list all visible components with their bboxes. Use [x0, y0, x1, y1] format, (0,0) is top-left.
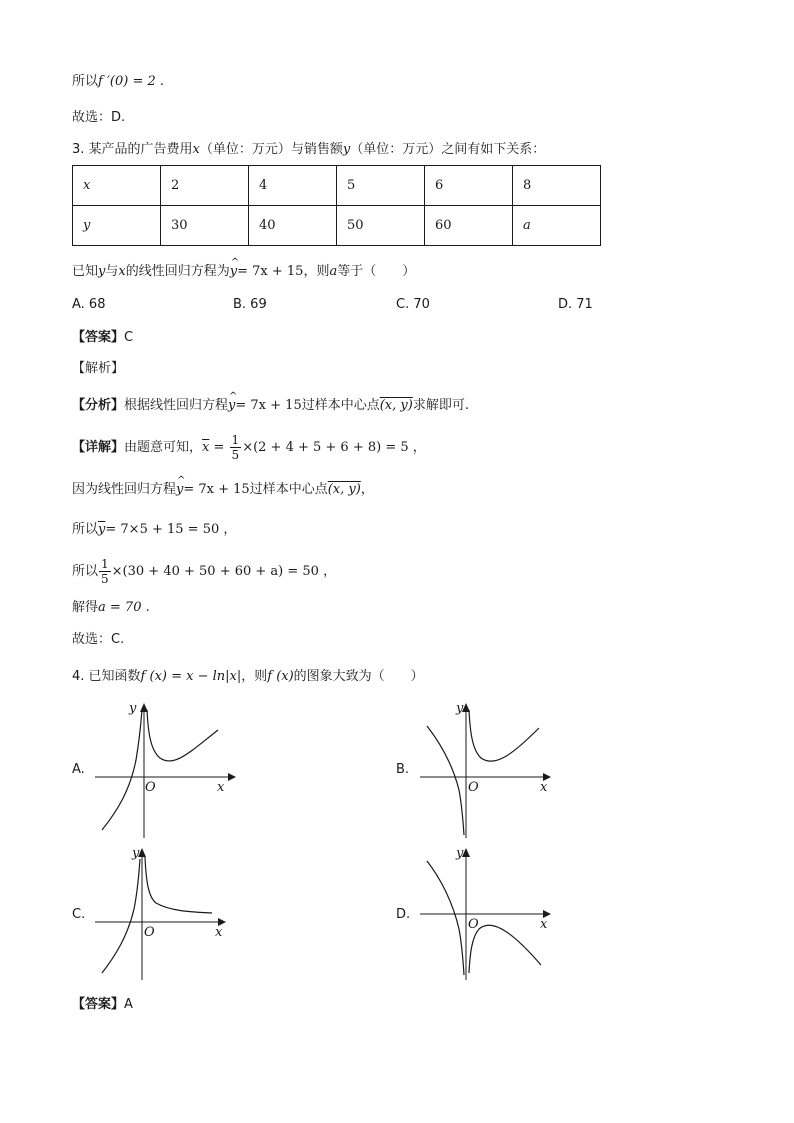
- q3-stem-text-3: （单位：万元）之间有如下关系：: [350, 142, 546, 157]
- fraction-denominator: 5: [231, 448, 240, 462]
- prev-conclusion-expr: f ′(0) = 2 .: [98, 74, 165, 89]
- answer-value: A: [124, 997, 133, 1012]
- q3-stem-var-x: x: [192, 142, 200, 157]
- y-hat-symbol: ^ y: [228, 396, 235, 416]
- step2-end: ，: [360, 482, 374, 497]
- step2-equation: = 7x + 15: [183, 482, 250, 497]
- table-row-x: [73, 166, 601, 206]
- x-axis-label: x: [540, 917, 548, 932]
- curve-right-branch: [469, 925, 541, 973]
- q3-step-2: [72, 480, 374, 500]
- table-cell: 2: [161, 166, 249, 206]
- q4-stem-function: f (x) = x − ln|x|: [140, 669, 242, 684]
- x-bar-symbol: $\overline{x}$: [202, 440, 210, 455]
- table-cell: 8: [513, 166, 601, 206]
- step2-text-2: 过样本中心点: [249, 482, 328, 497]
- q4-graph-d[interactable]: [415, 845, 565, 985]
- table-cell: a: [513, 206, 601, 246]
- fraction-denominator: 5: [101, 572, 109, 586]
- origin-label: O: [468, 780, 479, 795]
- q3-step-4: [72, 556, 336, 588]
- table-cell: 40: [249, 206, 337, 246]
- fraction-numerator: 1: [231, 433, 240, 447]
- detail-tag: 【详解】: [72, 440, 125, 455]
- table-cell: 6: [425, 166, 513, 206]
- step2-center-point: (x, y): [327, 482, 361, 497]
- q3-step-5: [72, 598, 150, 618]
- table-cell: 50: [337, 206, 425, 246]
- fenxi-text-1: 根据线性回归方程: [124, 398, 229, 413]
- fenxi-tag: 【分析】: [72, 398, 125, 413]
- prev-conclusion: [72, 72, 164, 92]
- step4-prefix: 所以: [72, 564, 99, 579]
- answer-tag: 【答案】: [72, 997, 125, 1012]
- fenxi-center-point: (x, y): [379, 398, 413, 413]
- curve-left-branch: [427, 726, 464, 835]
- fraction-one-fifth: [230, 433, 242, 462]
- q3-cond-var-a: a: [329, 264, 338, 279]
- q3-option-d[interactable]: D. 71: [558, 297, 593, 312]
- x-axis-label: x: [540, 780, 548, 795]
- fenxi-text-3: 求解即可.: [412, 398, 469, 413]
- q4-option-b-label[interactable]: B.: [396, 762, 410, 777]
- q4-graph-b[interactable]: [415, 700, 565, 840]
- q3-cond-text-4: ，则: [303, 264, 330, 279]
- q3-detail: 【详解】由题意可知，$\overline{x}$ = $\frac{1}{5}$ ×(2 + 4 + 5 + 6 + 8) = 5 ，: [72, 433, 426, 462]
- answer-tag: 【答案】: [72, 330, 125, 345]
- fenxi-equation: = 7x + 15: [235, 398, 302, 413]
- q4-stem: [72, 667, 424, 687]
- y-axis-label: y: [456, 846, 464, 861]
- curve-right-branch: [147, 710, 218, 761]
- q3-data-table: [72, 165, 601, 246]
- q4-stem-text-3: 的图象大致为（ ）: [293, 669, 424, 684]
- q3-cond-text-1: 已知: [72, 264, 99, 279]
- q3-stem-text-2: （单位：万元）与销售额: [199, 142, 343, 157]
- q3-answer: [72, 328, 133, 348]
- q3-fenxi: [72, 396, 469, 416]
- step5-expression: a = 70 .: [98, 600, 150, 615]
- q3-stem: [72, 140, 545, 160]
- q3-analysis-tag: 【解析】: [72, 361, 125, 376]
- q3-step-3: [72, 520, 236, 540]
- q4-stem-text-1: 4. 已知函数: [72, 669, 141, 684]
- x-axis-arrow-icon: [228, 773, 236, 781]
- table-cell: 30: [161, 206, 249, 246]
- step3-expression: = 7×5 + 15 = 50 ，: [105, 522, 237, 537]
- table-cell: 4: [249, 166, 337, 206]
- fraction-numerator: 1: [101, 557, 109, 571]
- step2-text-1: 因为线性回归方程: [72, 482, 177, 497]
- table-cell: 5: [337, 166, 425, 206]
- q3-cond-var-y: y: [98, 264, 106, 279]
- table-cell: 60: [425, 206, 513, 246]
- q3-stem-var-y: y: [342, 142, 351, 157]
- q4-stem-text-2: ，则: [241, 669, 268, 684]
- q3-cond-equation: = 7x + 15: [237, 264, 304, 279]
- q4-graph-c[interactable]: [90, 845, 240, 985]
- q3-condition: [72, 262, 415, 282]
- origin-label: O: [144, 925, 155, 940]
- curve-right-branch: [469, 710, 539, 761]
- table-cell: x: [73, 166, 161, 206]
- step4-expression: ×(30 + 40 + 50 + 60 + a) = 50 ，: [111, 564, 337, 579]
- q4-option-a-label[interactable]: A.: [72, 762, 85, 777]
- fraction-one-fifth: [99, 557, 111, 586]
- detail-expression: ×(2 + 4 + 5 + 6 + 8) = 5 ，: [242, 440, 426, 455]
- q3-option-a[interactable]: A. 68: [72, 297, 106, 312]
- x-axis-label: x: [217, 780, 225, 795]
- q4-option-d-label[interactable]: D.: [396, 907, 411, 922]
- q3-option-c[interactable]: C. 70: [396, 297, 430, 312]
- prev-conclusion-prefix: 所以: [72, 74, 99, 89]
- origin-label: O: [145, 780, 156, 795]
- fenxi-text-2: 过样本中心点: [301, 398, 380, 413]
- step5-prefix: 解得: [72, 600, 99, 615]
- curve-left-branch: [427, 861, 464, 975]
- y-axis-label: y: [132, 846, 140, 861]
- y-bar-symbol: $\overline{y}$: [98, 522, 106, 537]
- y-axis-label: y: [129, 701, 137, 716]
- curve-right-branch: [145, 857, 212, 913]
- q3-cond-text-3: 的线性回归方程为: [125, 264, 230, 279]
- q4-option-c-label[interactable]: C.: [72, 907, 86, 922]
- q3-cond-var-x: x: [118, 264, 126, 279]
- detail-text: 由题意可知，: [124, 440, 203, 455]
- q3-stem-text-1: 3. 某产品的广告费用: [72, 142, 193, 157]
- q4-answer: [72, 995, 133, 1015]
- x-axis-label: x: [215, 925, 223, 940]
- y-hat-symbol: ^ y: [230, 262, 237, 282]
- q3-cond-text-5: 等于（ ）: [337, 264, 416, 279]
- q4-graph-a[interactable]: [90, 700, 240, 840]
- y-axis-label: y: [456, 701, 464, 716]
- answer-value: C: [124, 330, 134, 345]
- step3-prefix: 所以: [72, 522, 99, 537]
- y-hat-symbol: ^ y: [176, 480, 183, 500]
- origin-label: O: [468, 917, 479, 932]
- curve-left-branch: [102, 859, 140, 973]
- prev-answer: 故选：D.: [72, 110, 126, 125]
- q4-stem-f: f (x): [267, 669, 294, 684]
- table-cell: y: [73, 206, 161, 246]
- q3-step-6: 故选：C.: [72, 632, 125, 647]
- table-row-y: [73, 206, 601, 246]
- q3-option-b[interactable]: B. 69: [233, 297, 267, 312]
- curve-left-branch: [102, 710, 142, 830]
- q3-cond-text-2: 与: [105, 264, 119, 279]
